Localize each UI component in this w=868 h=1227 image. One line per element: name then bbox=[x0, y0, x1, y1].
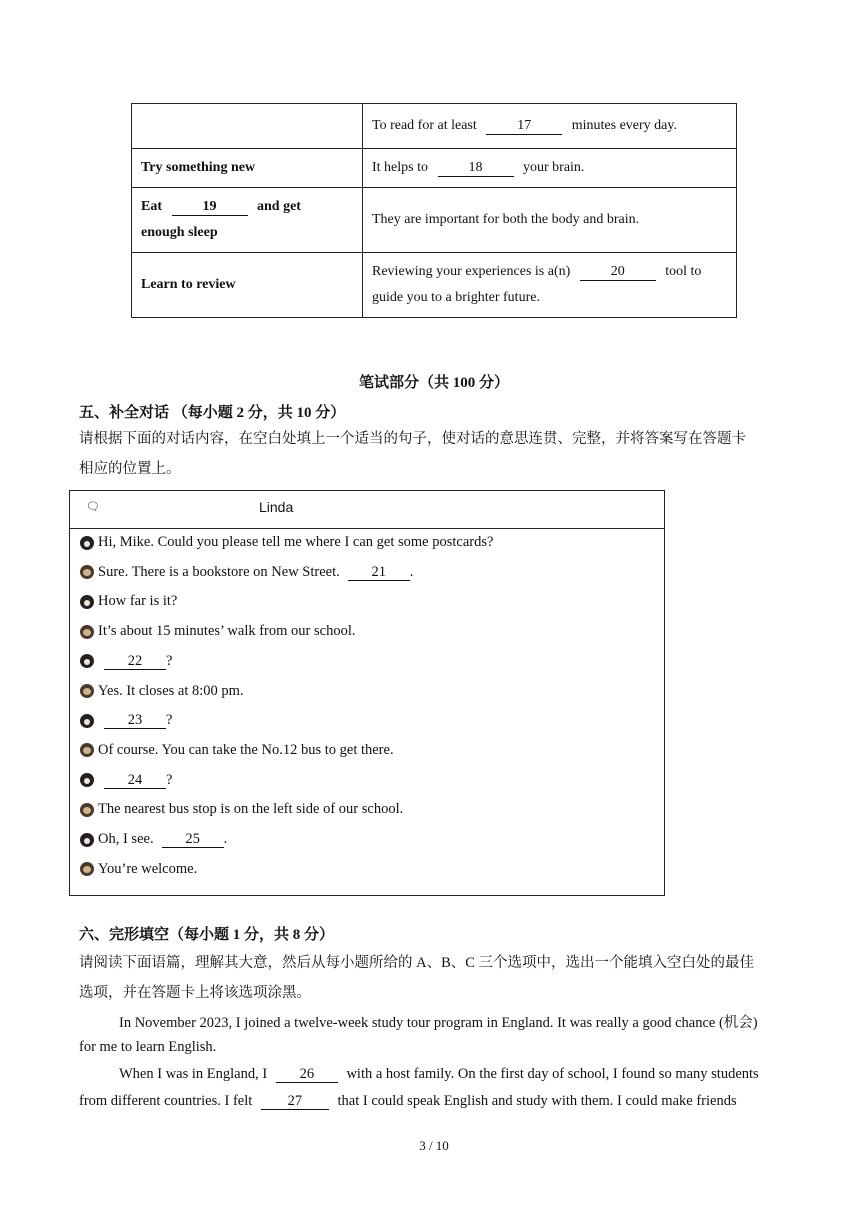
boy-avatar-icon bbox=[80, 803, 94, 817]
table-cell-right bbox=[363, 149, 737, 188]
passage-line bbox=[79, 1093, 794, 1110]
written-part-title: 笔试部分（共 100 分） bbox=[358, 375, 509, 391]
section5-title: 五、补全对话 （每小题 2 分，共 10 分） bbox=[79, 405, 346, 421]
answer-blank: 27 bbox=[261, 1093, 329, 1110]
cell-text: guide you to a brighter future. bbox=[372, 290, 540, 305]
cell-text: and get bbox=[257, 199, 301, 214]
answer-blank: 17 bbox=[486, 118, 562, 135]
answer-blank: 18 bbox=[438, 160, 514, 177]
section6-title: 六、完形填空（每小题 1 分，共 8 分） bbox=[79, 927, 335, 943]
passage-line: In November 2023, I joined a twelve-week study tour program in England. It was really a good chance (机会) bbox=[119, 1015, 758, 1031]
dialogue-text: You’re welcome. bbox=[98, 860, 198, 877]
dialogue-line bbox=[80, 534, 493, 551]
dialogue-punct: . bbox=[223, 831, 228, 847]
table-cell-right: They are important for both the body and brain. bbox=[363, 188, 737, 253]
answer-blank: 24 bbox=[104, 772, 166, 789]
passage-text: with a host family. On the first day of school, I found so many students bbox=[346, 1066, 759, 1082]
answer-blank: 26 bbox=[276, 1066, 338, 1083]
girl-avatar-icon bbox=[80, 654, 94, 668]
dialogue-text: Of course. You can take the No.12 bus to get there. bbox=[98, 741, 394, 758]
answer-blank: 22 bbox=[104, 653, 166, 670]
section5-instructions-2: 相应的位置上。 bbox=[79, 461, 181, 477]
boy-avatar-icon bbox=[80, 625, 94, 639]
cell-text: It helps to bbox=[372, 160, 428, 175]
girl-avatar-icon bbox=[80, 536, 94, 550]
dialogue-punct: ? bbox=[166, 771, 173, 788]
table-row bbox=[132, 188, 737, 253]
dialogue-punct: ? bbox=[166, 652, 173, 669]
table-cell-left bbox=[132, 104, 363, 149]
girl-avatar-icon bbox=[80, 773, 94, 787]
cell-text: tool to bbox=[665, 264, 702, 279]
table-cell-left: Try something new bbox=[132, 149, 363, 188]
table-row bbox=[132, 149, 737, 188]
dialogue-text: The nearest bus stop is on the left side of our school. bbox=[98, 801, 404, 818]
answer-blank: 23 bbox=[104, 712, 166, 729]
dialogue-text: Sure. There is a bookstore on New Street. bbox=[98, 563, 340, 580]
dialogue-line bbox=[80, 742, 394, 759]
chat-icon: 🗨 bbox=[86, 501, 100, 513]
dialogue-text: Hi, Mike. Could you please tell me where I can get some postcards? bbox=[98, 534, 494, 550]
answer-blank: 19 bbox=[172, 199, 248, 216]
cell-text: enough sleep bbox=[141, 225, 218, 240]
dialogue-line bbox=[80, 623, 355, 640]
cell-text: minutes every day. bbox=[571, 118, 677, 133]
boy-avatar-icon bbox=[80, 684, 94, 698]
boy-avatar-icon bbox=[80, 743, 94, 757]
dialogue-line bbox=[80, 712, 172, 729]
dialogue-line bbox=[80, 593, 177, 610]
table-cell-right bbox=[363, 104, 737, 149]
dialogue-line bbox=[80, 683, 244, 700]
passage-line bbox=[79, 1066, 794, 1083]
answer-blank: 25 bbox=[162, 831, 224, 848]
dialogue-line bbox=[80, 564, 413, 581]
table-row bbox=[132, 104, 737, 149]
section6-instructions-2: 选项，并在答题卡上将该选项涂黑。 bbox=[79, 985, 311, 1001]
dialogue-text: It’s about 15 minutes’ walk from our school. bbox=[98, 623, 356, 640]
boy-avatar-icon bbox=[80, 862, 94, 876]
dialogue-line bbox=[80, 772, 172, 789]
passage-text: that I could speak English and study with them. I could make friends bbox=[337, 1093, 737, 1109]
dialogue-punct: . bbox=[409, 563, 414, 580]
boy-avatar-icon bbox=[80, 565, 94, 579]
dialogue-text: Yes. It closes at 8:00 pm. bbox=[98, 682, 244, 699]
table-cell-left: Learn to review bbox=[132, 253, 363, 318]
cell-text: Reviewing your experiences is a(n) bbox=[372, 264, 571, 279]
girl-avatar-icon bbox=[80, 833, 94, 847]
dialogue-header-name: Linda bbox=[259, 499, 294, 515]
table-cell-left bbox=[132, 188, 363, 253]
passage-line: for me to learn English. bbox=[79, 1039, 217, 1055]
section5-instructions: 请根据下面的对话内容，在空白处填上一个适当的句子，使对话的意思连贯、完整，并将答案写在答题卡 bbox=[79, 431, 746, 447]
answer-blank: 20 bbox=[580, 264, 656, 281]
dialogue-punct: ? bbox=[166, 712, 173, 729]
cell-text: To read for at least bbox=[372, 118, 477, 133]
table-cell-right bbox=[363, 253, 737, 318]
table-row bbox=[132, 253, 737, 318]
passage-text: from different countries. I felt bbox=[79, 1093, 253, 1109]
dialogue-header bbox=[70, 491, 664, 529]
dialogue-text: How far is it? bbox=[98, 593, 178, 610]
cell-text: Eat bbox=[141, 199, 162, 214]
answer-blank: 21 bbox=[348, 564, 410, 581]
passage-text: When I was in England, I bbox=[119, 1066, 268, 1082]
dialogue-line bbox=[80, 653, 172, 670]
cell-text: your brain. bbox=[523, 160, 585, 175]
girl-avatar-icon bbox=[80, 595, 94, 609]
page-number: 3 / 10 bbox=[419, 1138, 449, 1153]
info-table bbox=[131, 103, 737, 318]
dialogue-line bbox=[80, 831, 227, 848]
dialogue-line bbox=[80, 861, 197, 878]
dialogue-text: Oh, I see. bbox=[98, 831, 154, 847]
section6-instructions: 请阅读下面语篇，理解其大意，然后从每小题所给的 A、B、C 三个选项中，选出一个能填入空白处的最佳 bbox=[79, 955, 755, 971]
girl-avatar-icon bbox=[80, 714, 94, 728]
dialogue-line bbox=[80, 801, 403, 818]
